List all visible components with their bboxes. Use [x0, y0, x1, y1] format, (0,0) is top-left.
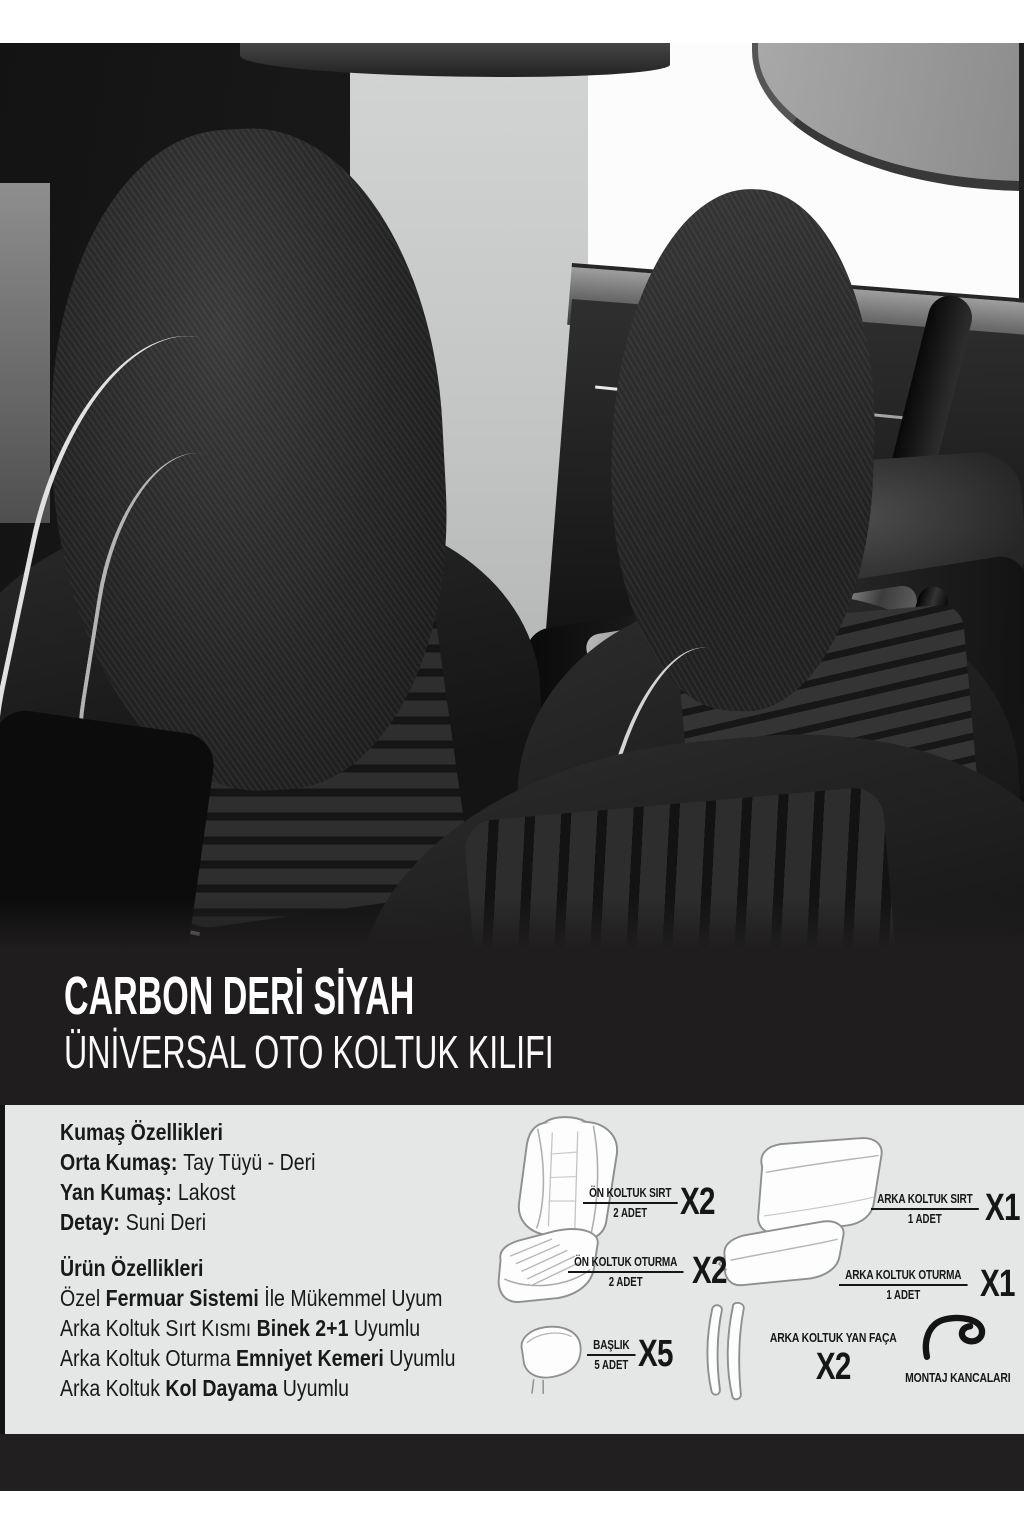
- feature-text: Uyumlu: [383, 1345, 456, 1371]
- fabric-label: Yan Kumaş:: [60, 1179, 172, 1205]
- part-count: 1 ADET: [907, 1212, 942, 1226]
- part-label: [871, 1191, 979, 1226]
- mounting-hook-icon: [918, 1310, 998, 1364]
- part-qty: X1: [984, 1187, 1020, 1229]
- roofline-left: [240, 43, 670, 77]
- fabric-label: Detay:: [60, 1209, 120, 1235]
- feature-bold: Binek 2+1: [256, 1315, 349, 1341]
- part-label: [583, 1185, 678, 1220]
- feature-text: Uyumlu: [277, 1375, 350, 1401]
- part-qty: X1: [979, 1263, 1015, 1305]
- part-side-panel: [753, 1330, 913, 1389]
- part-name: BAŞLIK: [587, 1337, 636, 1356]
- carbon-texture: [603, 185, 883, 716]
- passenger-headrest: [603, 185, 883, 716]
- part-count: 5 ADET: [594, 1358, 629, 1372]
- part-count: 2 ADET: [613, 1206, 648, 1220]
- car-interior-photo: [0, 43, 1024, 953]
- feature-bold: Emniyet Kemeri: [236, 1345, 384, 1371]
- part-label: [587, 1337, 636, 1372]
- fabric-value: Suni Deri: [125, 1209, 207, 1235]
- feature-text: Uyumlu: [348, 1315, 421, 1341]
- part-name: ARKA KOLTUK SIRT: [871, 1191, 979, 1210]
- part-label: [568, 1254, 683, 1289]
- part-name: MONTAJ KANCALARI: [905, 1370, 1011, 1385]
- feature-bold: Kol Dayama: [165, 1375, 278, 1401]
- part-qty: X2: [691, 1250, 727, 1292]
- part-qty: X2: [815, 1346, 851, 1388]
- headrest-diagram: [505, 1319, 593, 1399]
- part-headrest: [587, 1333, 683, 1376]
- feature-text: Özel: [60, 1285, 106, 1311]
- part-label: [839, 1267, 968, 1302]
- part-qty: X5: [638, 1333, 673, 1375]
- rear-cushion-diagram: [717, 1211, 851, 1299]
- part-mounting-hooks: [893, 1310, 1023, 1385]
- part-rear-seatback: [871, 1187, 1024, 1230]
- side-panel-diagram: [697, 1301, 759, 1401]
- part-name: ARKA KOLTUK OTURMA: [839, 1267, 968, 1286]
- fabric-value: Lakost: [177, 1179, 236, 1205]
- feature-text: Arka Koltuk Sırt Kısmı: [60, 1315, 257, 1341]
- product-title: CARBON DERİ SİYAH: [64, 966, 415, 1026]
- bottom-dark-bar: [0, 1434, 1024, 1491]
- feature-bold: Fermuar Sistemi: [105, 1285, 259, 1311]
- part-qty: X2: [679, 1181, 715, 1223]
- product-subtitle: ÜNİVERSAL OTO KOLTUK KILIFI: [64, 1026, 554, 1078]
- title-band: [0, 953, 1024, 1105]
- feature-text: İle Mükemmel Uyum: [258, 1285, 443, 1311]
- part-count: 2 ADET: [608, 1275, 643, 1289]
- part-front-seatback: [583, 1181, 724, 1224]
- product-heading: Ürün Özellikleri: [60, 1255, 204, 1281]
- part-name: ARKA KOLTUK YAN FAÇA: [769, 1330, 897, 1345]
- part-name: ÖN KOLTUK SIRT: [583, 1185, 678, 1204]
- part-front-cushion: [568, 1250, 736, 1293]
- part-count: 1 ADET: [886, 1288, 921, 1302]
- part-name: ÖN KOLTUK OTURMA: [568, 1254, 683, 1273]
- spec-panel: [0, 1105, 1024, 1434]
- fabric-label: Orta Kumaş:: [60, 1149, 178, 1175]
- fabric-value: Tay Tüyü - Deri: [183, 1149, 316, 1175]
- photo-bottom-fade: [0, 898, 1024, 953]
- part-rear-cushion: [839, 1263, 1024, 1306]
- top-white-strip: [0, 0, 1024, 43]
- feature-text: Arka Koltuk: [60, 1375, 166, 1401]
- fabric-heading: Kumaş Özellikleri: [60, 1119, 223, 1145]
- feature-text: Arka Koltuk Oturma: [60, 1345, 237, 1371]
